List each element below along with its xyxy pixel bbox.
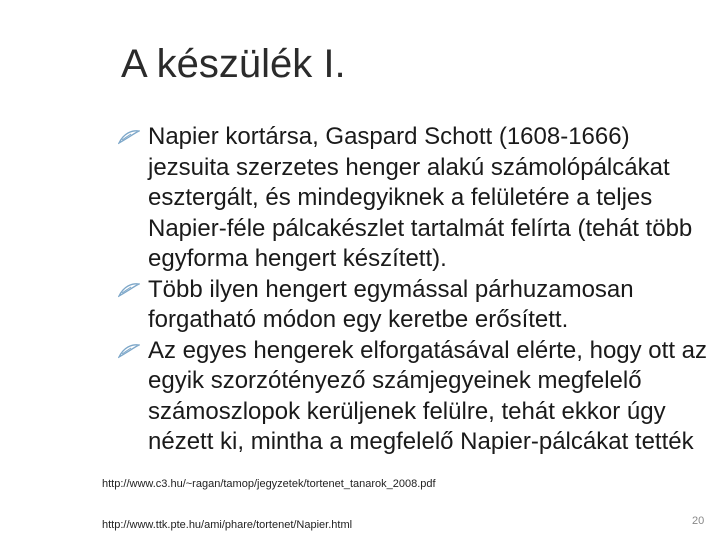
bullet-text: Napier kortársa, Gaspard Schott (1608-1666) jezsuita szerzetes henger alakú számolópálcákat esztergált, és mindegyiknek a felületére a teljes Napier-féle pálcakészlet tartalmát felírta (tehát több egyforma hengert készített). bbox=[148, 123, 693, 272]
bullet-item bbox=[118, 122, 708, 275]
feather-icon bbox=[118, 129, 140, 145]
bullet-list bbox=[118, 122, 708, 458]
feather-icon bbox=[118, 343, 140, 359]
bullet-text: Több ilyen hengert egymással párhuzamosan forgatható módon egy keretbe erősített. bbox=[148, 275, 634, 333]
slide-title: A készülék I. bbox=[121, 42, 346, 86]
bullet-text: Az egyes hengerek elforgatásával elérte, hogy ott az egyik szorzótényező számjegyeinek megfelelő számoszlopok kerüljenek felülre, tehát ekkor úgy nézett ki, mintha a megfelelő Napier-pálcákat tették bbox=[148, 336, 708, 455]
footer-link[interactable]: http://www.ttk.pte.hu/ami/phare/tortenet/Napier.html bbox=[102, 519, 353, 531]
feather-icon bbox=[118, 282, 140, 298]
bullet-item bbox=[118, 336, 708, 458]
footer-link[interactable]: http://www.c3.hu/~ragan/tamop/jegyzetek/tortenet_tanarok_2008.pdf bbox=[102, 478, 436, 490]
bullet-item bbox=[118, 275, 708, 336]
page-number: 20 bbox=[692, 515, 705, 527]
